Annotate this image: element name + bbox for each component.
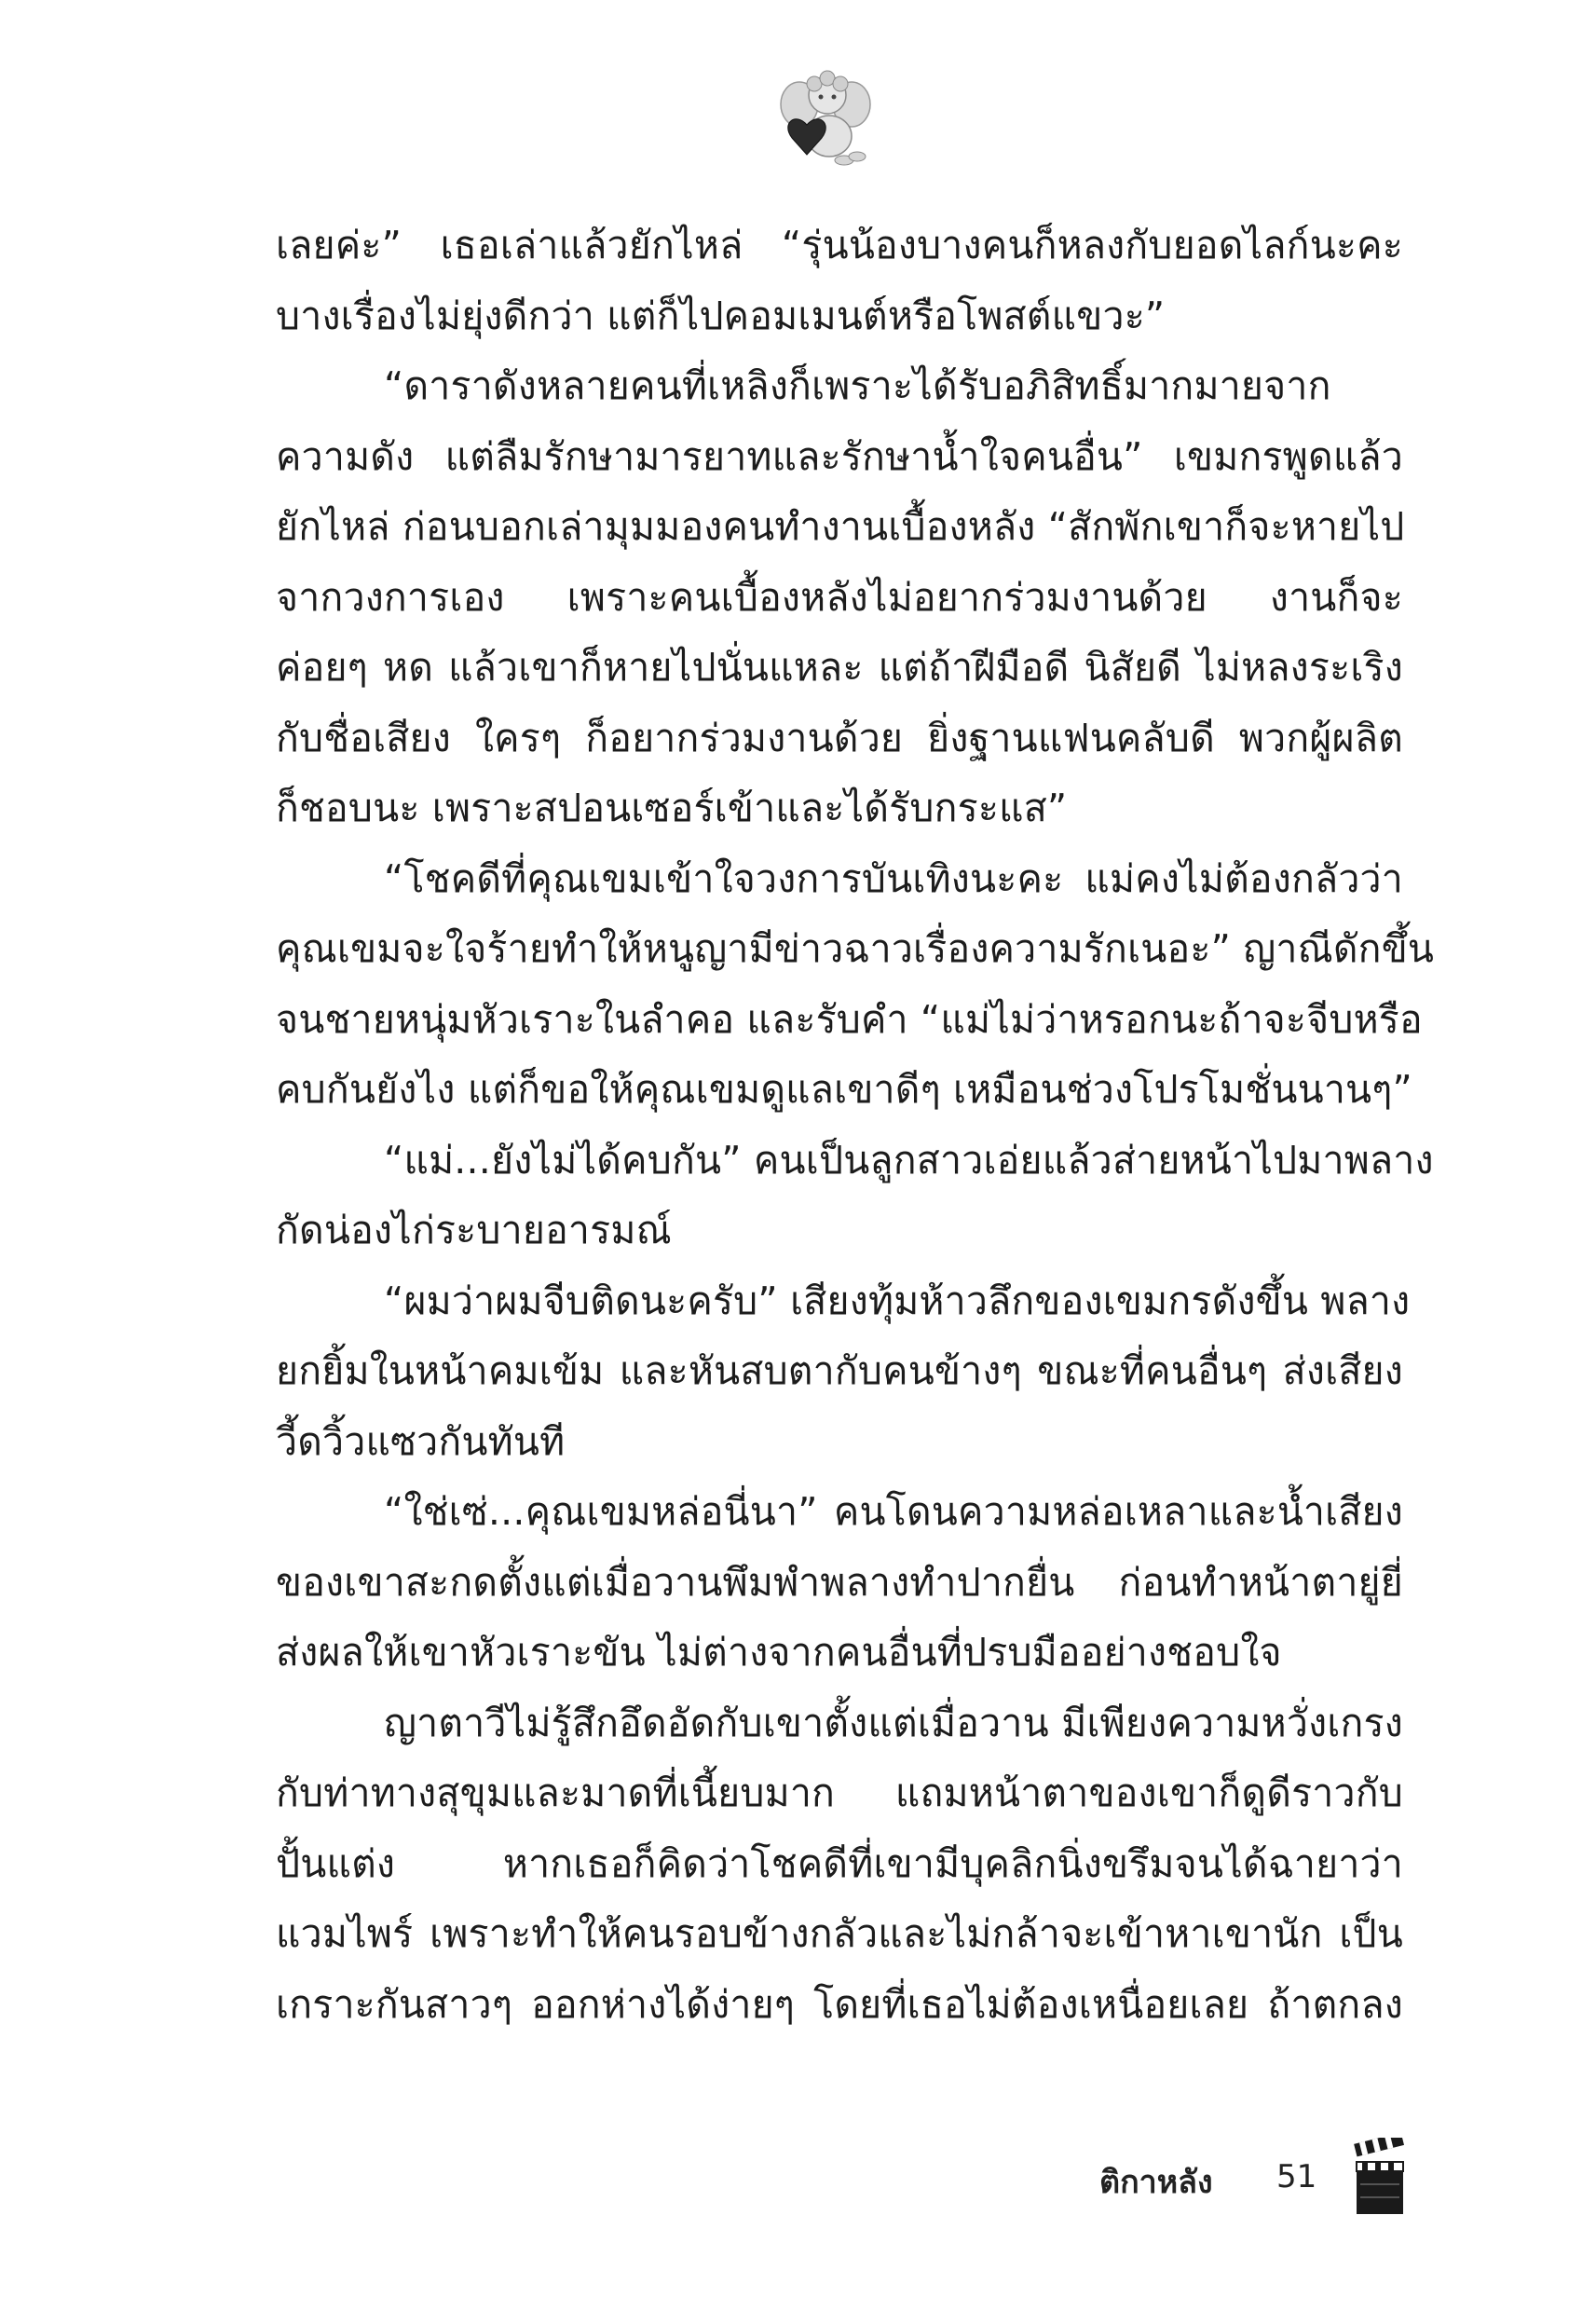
text-line: ญาตาวีไม่รู้สึกอึดอัดกับเขาตั้งแต่เมื่อวาน มีเพียงความหวั่งเกรง [384, 1700, 1403, 1745]
text-line: วี้ดวิ้วแซวกันทันที [276, 1418, 566, 1464]
text-line: ยกยิ้มในหน้าคมเข้ม และหันสบตากับคนข้างๆ ขณะที่คนอื่นๆ ส่งเสียง [276, 1348, 1403, 1393]
cupid-with-heart-icon [779, 67, 872, 168]
clapperboard-icon [1351, 2138, 1409, 2218]
page-number: 51 [1276, 2158, 1317, 2195]
text-line: กับท่าทางสุขุมและมาดที่เนี้ยบมาก แถมหน้าตาของเขาก็ดูดีราวกับ [276, 1771, 1403, 1815]
text-line: ปั้นแต่ง หากเธอก็คิดว่าโชคดีที่เขามีบุคลิกนิ่งขรึมจนได้ฉายาว่า [276, 1840, 1403, 1886]
text-line: ของเขาสะกดตั้งแต่เมื่อวานพึมพำพลางทำปากยื่น ก่อนทำหน้าตายู่ยี่ [276, 1559, 1403, 1605]
text-line: “ผมว่าผมจีบติดนะครับ” เสียงทุ้มห้าวลึกของเขมกรดังขึ้น พลาง [384, 1278, 1411, 1323]
body-text [276, 211, 1435, 2040]
text-line: “แม่...ยังไม่ได้คบกัน” คนเป็นลูกสาวเอ่ยแล้วส่ายหน้าไปมาพลาง [384, 1137, 1434, 1183]
text-line: กับชื่อเสียง ใครๆ ก็อยากร่วมงานด้วย ยิ่งฐานแฟนคลับดี พวกผู้ผลิต [276, 715, 1403, 760]
text-line: เกราะกันสาวๆ ออกห่างได้ง่ายๆ โดยที่เธอไม่ต้องเหนื่อยเลย ถ้าตกลง [276, 1981, 1403, 2027]
text-line: จนชายหนุ่มหัวเราะในลำคอ และรับคำ “แม่ไม่ว่าหรอกนะถ้าจะจีบหรือ [276, 996, 1423, 1042]
text-line: ความดัง แต่ลืมรักษามารยาทและรักษาน้ำใจคนอื่น” เขมกรพูดแล้ว [276, 433, 1403, 479]
text-line: “ใช่เซ่...คุณเขมหล่อนี่นา” คนโดนความหล่อเหลาและน้ำเสียง [384, 1489, 1403, 1534]
text-line: แวมไพร์ เพราะทำให้คนรอบข้างกลัวและไม่กล้าจะเข้าหาเขานัก เป็น [276, 1911, 1403, 1956]
text-line: ก็ชอบนะ เพราะสปอนเซอร์เข้าและได้รับกระแส” [276, 786, 1068, 830]
text-line: ค่อยๆ หด แล้วเขาก็หายไปนั่นแหละ แต่ถ้าฝีมือดี นิสัยดี ไม่หลงระเริง [276, 645, 1403, 690]
text-line: ยักไหล่ ก่อนบอกเล่ามุมมองคนทำงานเบื้องหลัง “สักพักเขาก็จะหายไป [276, 504, 1405, 549]
text-line: คุณเขมจะใจร้ายทำให้หนูญามีข่าวฉาวเรื่องความรักเนอะ” ญาณีดักขึ้น [276, 926, 1435, 971]
text-line: ส่งผลให้เขาหัวเราะขัน ไม่ต่างจากคนอื่นที่ปรบมืออย่างชอบใจ [276, 1630, 1282, 1675]
text-line: คบกันยังไง แต่ก็ขอให้คุณเขมดูแลเขาดีๆ เหมือนช่วงโปรโมชั่นนานๆ” [276, 1067, 1412, 1112]
text-line: กัดน่องไก่ระบายอารมณ์ [276, 1208, 672, 1252]
text-line: เลยค่ะ” เธอเล่าแล้วยักไหล่ “รุ่นน้องบางคนก็หลงกับยอดไลก์นะคะ [276, 223, 1403, 267]
text-line: “โชคดีที่คุณเขมเข้าใจวงการบันเทิงนะคะ แม่คงไม่ต้องกลัวว่า [384, 855, 1403, 901]
text-line: “ดาราดังหลายคนที่เหลิงก็เพราะได้รับอภิสิทธิ์มากมายจาก [384, 363, 1331, 408]
text-line: จากวงการเอง เพราะคนเบื้องหลังไม่อยากร่วมงานด้วย งานก็จะ [276, 574, 1403, 620]
book-title: ติกาหลัง [1099, 2164, 1213, 2201]
page-footer [1099, 2138, 1416, 2222]
text-line: บางเรื่องไม่ยุ่งดีกว่า แต่ก็ไปคอมเมนต์หรือโพสต์แขวะ” [276, 293, 1166, 338]
